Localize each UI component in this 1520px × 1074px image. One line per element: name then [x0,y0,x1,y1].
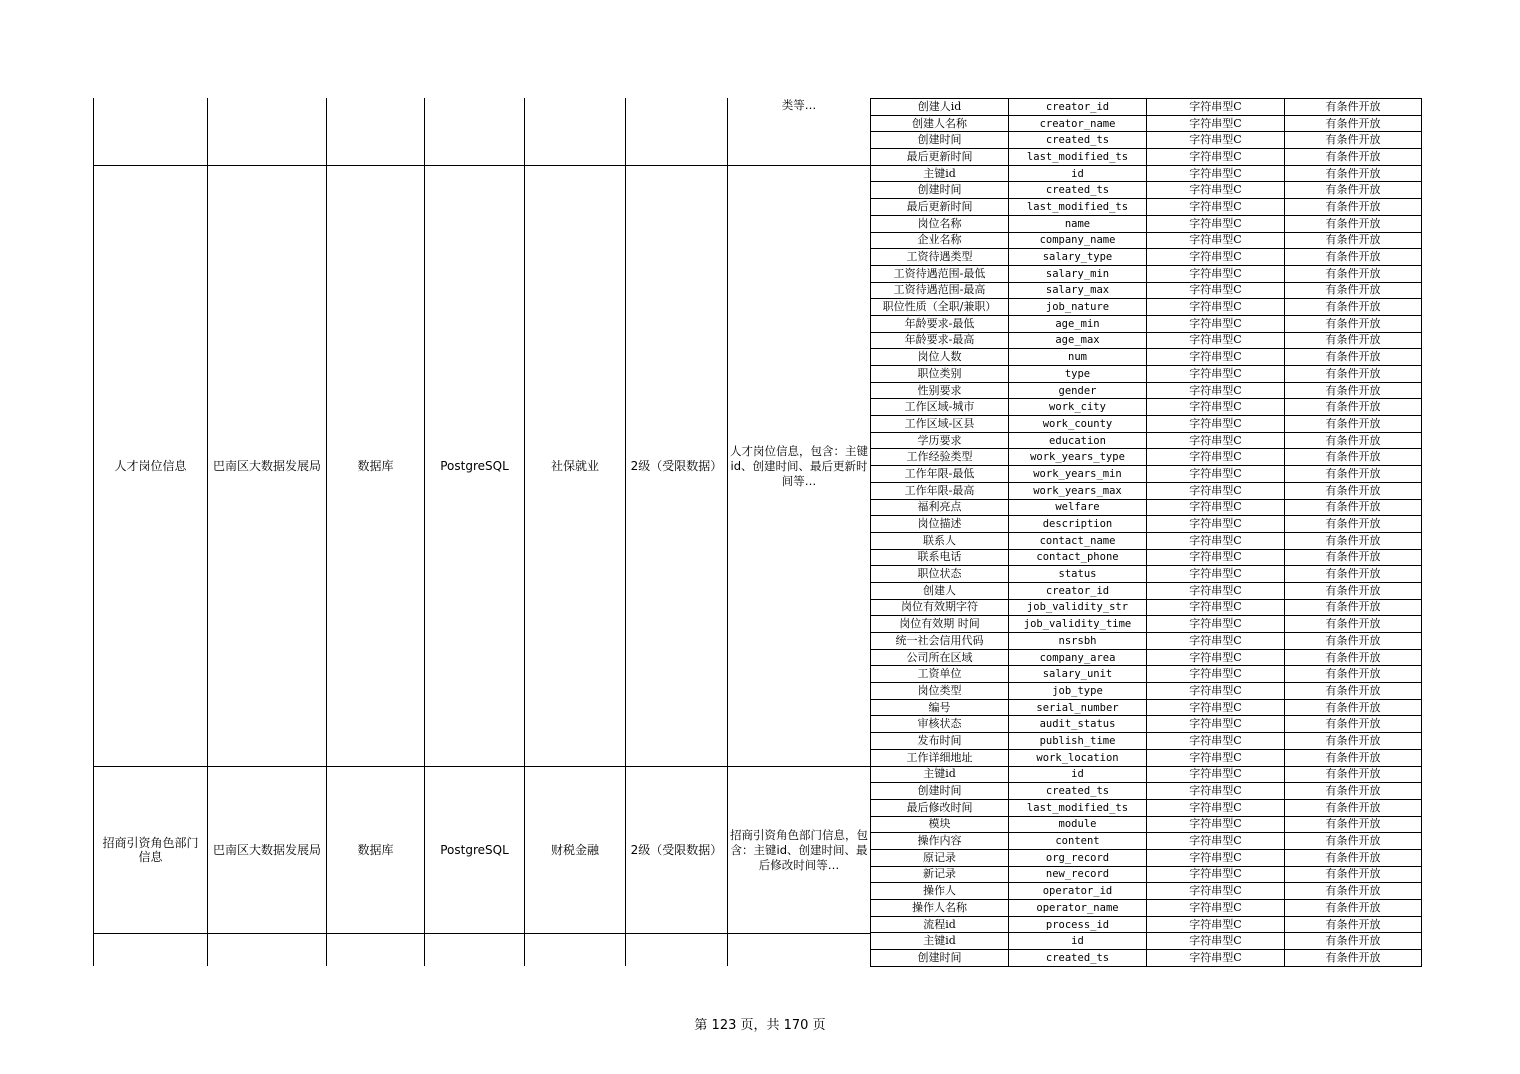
field-name-cell: 发布时间 [871,733,1009,750]
field-code-cell: id [1009,933,1147,950]
open-type-cell: 有条件开放 [1285,616,1422,633]
field-type-cell: 字符串型C [1147,382,1285,399]
open-type-cell: 有条件开放 [1285,315,1422,332]
field-type-cell: 字符串型C [1147,582,1285,599]
field-name-cell: 岗位名称 [871,215,1009,232]
open-type-cell: 有条件开放 [1285,282,1422,299]
field-name-cell: 年龄要求-最低 [871,315,1009,332]
field-code-cell: salary_max [1009,282,1147,299]
table-row [871,432,1422,449]
field-name-cell: 工作年限-最低 [871,466,1009,483]
open-type-cell: 有条件开放 [1285,749,1422,766]
field-code-cell: type [1009,366,1147,383]
field-type-cell: 字符串型C [1147,900,1285,917]
field-code-cell: job_validity_time [1009,616,1147,633]
table-row [871,950,1422,967]
field-code-cell: education [1009,432,1147,449]
field-code-cell: salary_unit [1009,666,1147,683]
field-name-cell: 操作人名称 [871,900,1009,917]
table-row [871,766,1422,783]
table-row [871,716,1422,733]
field-type-cell: 字符串型C [1147,666,1285,683]
category: 社保就业 [550,459,599,473]
field-type-cell: 字符串型C [1147,716,1285,733]
open-type-cell: 有条件开放 [1285,182,1422,199]
field-name-cell: 企业名称 [871,232,1009,249]
field-code-cell: operator_id [1009,883,1147,900]
field-type-cell: 字符串型C [1147,933,1285,950]
open-type-cell: 有条件开放 [1285,449,1422,466]
table-row [871,366,1422,383]
open-type-cell: 有条件开放 [1285,399,1422,416]
field-code-cell: name [1009,215,1147,232]
field-name-cell: 年龄要求-最高 [871,332,1009,349]
storage-type: 数据库 [357,843,394,857]
open-type-cell: 有条件开放 [1285,799,1422,816]
field-type-cell: 字符串型C [1147,499,1285,516]
field-code-cell: creator_name [1009,115,1147,132]
table-row [871,916,1422,933]
field-name-cell: 学历要求 [871,432,1009,449]
field-code-cell: created_ts [1009,783,1147,800]
open-type-cell: 有条件开放 [1285,382,1422,399]
field-type-cell: 字符串型C [1147,332,1285,349]
open-type-cell: 有条件开放 [1285,349,1422,366]
open-type-cell: 有条件开放 [1285,199,1422,216]
field-type-cell: 字符串型C [1147,566,1285,583]
field-type-cell: 字符串型C [1147,165,1285,182]
open-type-cell: 有条件开放 [1285,883,1422,900]
field-type-cell: 字符串型C [1147,866,1285,883]
open-type-cell: 有条件开放 [1285,950,1422,967]
field-type-cell: 字符串型C [1147,649,1285,666]
field-name-cell: 主键id [871,165,1009,182]
field-code-cell: org_record [1009,849,1147,866]
field-name-cell: 创建时间 [871,132,1009,149]
field-name-cell: 模块 [871,816,1009,833]
table-row [871,883,1422,900]
field-name-cell: 岗位有效期字符 [871,599,1009,616]
field-code-cell: work_years_min [1009,466,1147,483]
open-type-cell: 有条件开放 [1285,466,1422,483]
field-name-cell: 公司所在区域 [871,649,1009,666]
field-type-cell: 字符串型C [1147,449,1285,466]
open-type-cell: 有条件开放 [1285,916,1422,933]
field-code-cell: job_nature [1009,299,1147,316]
open-type-cell: 有条件开放 [1285,766,1422,783]
page-footer: 第 123 页，共 170 页 [694,1018,826,1033]
field-type-cell: 字符串型C [1147,683,1285,700]
field-code-cell: job_validity_str [1009,599,1147,616]
field-code-cell: age_min [1009,315,1147,332]
table-row [871,582,1422,599]
open-type-cell: 有条件开放 [1285,649,1422,666]
field-name-cell: 创建时间 [871,182,1009,199]
table-row [871,215,1422,232]
field-type-cell: 字符串型C [1147,532,1285,549]
table-row [871,265,1422,282]
field-code-cell: new_record [1009,866,1147,883]
field-type-cell: 字符串型C [1147,516,1285,533]
table-row [871,749,1422,766]
field-code-cell: gender [1009,382,1147,399]
field-name-cell: 新记录 [871,866,1009,883]
field-name-cell: 职位性质（全职/兼职） [871,299,1009,316]
table-row [871,816,1422,833]
field-code-cell: age_max [1009,332,1147,349]
field-type-cell: 字符串型C [1147,182,1285,199]
field-type-cell: 字符串型C [1147,132,1285,149]
security-level: 2级（受限数据） [630,843,723,857]
field-type-cell: 字符串型C [1147,299,1285,316]
table-row [871,249,1422,266]
field-type-cell: 字符串型C [1147,916,1285,933]
field-name-cell: 创建人 [871,582,1009,599]
field-name-cell: 最后更新时间 [871,149,1009,166]
field-type-cell: 字符串型C [1147,549,1285,566]
open-type-cell: 有条件开放 [1285,866,1422,883]
field-name-cell: 联系人 [871,532,1009,549]
table-row [871,299,1422,316]
open-type-cell: 有条件开放 [1285,599,1422,616]
field-name-cell: 统一社会信用代码 [871,633,1009,650]
field-type-cell: 字符串型C [1147,616,1285,633]
field-code-cell: work_years_type [1009,449,1147,466]
open-type-cell: 有条件开放 [1285,933,1422,950]
table-row [871,115,1422,132]
field-name-cell: 岗位人数 [871,349,1009,366]
field-type-cell: 字符串型C [1147,215,1285,232]
open-type-cell: 有条件开放 [1285,716,1422,733]
field-type-cell: 字符串型C [1147,749,1285,766]
field-name-cell: 工作区域-城市 [871,399,1009,416]
open-type-cell: 有条件开放 [1285,215,1422,232]
field-name-cell: 工作经验类型 [871,449,1009,466]
field-code-cell: work_years_max [1009,482,1147,499]
field-name-cell: 创建人名称 [871,115,1009,132]
table-row [871,99,1422,116]
table-row [871,733,1422,750]
field-type-cell: 字符串型C [1147,232,1285,249]
table-row [871,633,1422,650]
open-type-cell: 有条件开放 [1285,482,1422,499]
open-type-cell: 有条件开放 [1285,699,1422,716]
field-type-cell: 字符串型C [1147,482,1285,499]
open-type-cell: 有条件开放 [1285,432,1422,449]
field-name-cell: 工资待遇范围-最高 [871,282,1009,299]
field-name-cell: 最后更新时间 [871,199,1009,216]
open-type-cell: 有条件开放 [1285,499,1422,516]
field-name-cell: 岗位描述 [871,516,1009,533]
database-type: PostgreSQL [440,843,509,857]
table-row [871,182,1422,199]
field-name-cell: 职位类别 [871,366,1009,383]
field-type-cell: 字符串型C [1147,366,1285,383]
field-type-cell: 字符串型C [1147,249,1285,266]
field-type-cell: 字符串型C [1147,783,1285,800]
field-name-cell: 流程id [871,916,1009,933]
field-type-cell: 字符串型C [1147,199,1285,216]
table-row [871,416,1422,433]
field-name-cell: 创建时间 [871,783,1009,800]
field-name-cell: 最后修改时间 [871,799,1009,816]
table-row [871,232,1422,249]
field-code-cell: work_location [1009,749,1147,766]
field-name-cell: 审核状态 [871,716,1009,733]
open-type-cell: 有条件开放 [1285,833,1422,850]
table-row [871,900,1422,917]
field-code-cell: content [1009,833,1147,850]
open-type-cell: 有条件开放 [1285,549,1422,566]
table-row [871,516,1422,533]
table-row [871,399,1422,416]
field-code-cell: module [1009,816,1147,833]
field-type-cell: 字符串型C [1147,432,1285,449]
storage-type: 数据库 [357,459,394,473]
field-code-cell: status [1009,566,1147,583]
field-name-cell: 操作人 [871,883,1009,900]
table-row [871,799,1422,816]
open-type-cell: 有条件开放 [1285,132,1422,149]
field-code-cell: operator_name [1009,900,1147,917]
open-type-cell: 有条件开放 [1285,566,1422,583]
field-type-cell: 字符串型C [1147,733,1285,750]
field-code-cell: creator_id [1009,99,1147,116]
open-type-cell: 有条件开放 [1285,232,1422,249]
open-type-cell: 有条件开放 [1285,849,1422,866]
table-row [871,199,1422,216]
field-code-cell: welfare [1009,499,1147,516]
field-code-cell: num [1009,349,1147,366]
field-code-cell: id [1009,165,1147,182]
open-type-cell: 有条件开放 [1285,165,1422,182]
open-type-cell: 有条件开放 [1285,783,1422,800]
category: 财税金融 [550,843,599,857]
field-type-cell: 字符串型C [1147,399,1285,416]
field-type-cell: 字符串型C [1147,950,1285,967]
table-row [871,616,1422,633]
field-code-cell: created_ts [1009,950,1147,967]
open-type-cell: 有条件开放 [1285,532,1422,549]
field-code-cell: last_modified_ts [1009,199,1147,216]
field-name-cell: 编号 [871,699,1009,716]
field-name-cell: 原记录 [871,849,1009,866]
field-code-cell: last_modified_ts [1009,799,1147,816]
open-type-cell: 有条件开放 [1285,299,1422,316]
field-code-cell: created_ts [1009,182,1147,199]
field-code-cell: audit_status [1009,716,1147,733]
open-type-cell: 有条件开放 [1285,249,1422,266]
field-name-cell: 工作详细地址 [871,749,1009,766]
field-type-cell: 字符串型C [1147,115,1285,132]
table-row [871,849,1422,866]
field-code-cell: id [1009,766,1147,783]
field-name-cell: 创建人id [871,99,1009,116]
table-row [871,783,1422,800]
field-type-cell: 字符串型C [1147,699,1285,716]
resource-description: 招商引资角色部门信息，包含：主键id、创建时间、最后修改时间等… [730,827,868,872]
table-row [871,349,1422,366]
field-name-cell: 操作内容 [871,833,1009,850]
table-row [871,165,1422,182]
field-code-cell: work_county [1009,416,1147,433]
field-type-cell: 字符串型C [1147,265,1285,282]
field-code-cell: contact_name [1009,532,1147,549]
field-code-cell: job_type [1009,683,1147,700]
table-row [871,666,1422,683]
field-name-cell: 岗位有效期 时间 [871,616,1009,633]
table-row [871,699,1422,716]
field-type-cell: 字符串型C [1147,466,1285,483]
table-row [871,933,1422,950]
security-level: 2级（受限数据） [630,459,723,473]
field-type-cell: 字符串型C [1147,849,1285,866]
field-name-cell: 工资单位 [871,666,1009,683]
table-row [871,599,1422,616]
field-code-cell: publish_time [1009,733,1147,750]
department: 巴南区大数据发展局 [212,459,321,473]
field-code-cell: creator_id [1009,582,1147,599]
field-type-cell: 字符串型C [1147,816,1285,833]
group-separator [93,933,870,934]
field-type-cell: 字符串型C [1147,315,1285,332]
table-row [871,132,1422,149]
field-name-cell: 联系电话 [871,549,1009,566]
resource-name: 人才岗位信息 [114,459,187,473]
field-type-cell: 字符串型C [1147,99,1285,116]
field-type-cell: 字符串型C [1147,633,1285,650]
table-row [871,833,1422,850]
field-type-cell: 字符串型C [1147,599,1285,616]
field-code-cell: last_modified_ts [1009,149,1147,166]
field-name-cell: 工资待遇类型 [871,249,1009,266]
open-type-cell: 有条件开放 [1285,683,1422,700]
database-type: PostgreSQL [440,459,509,473]
table-row [871,149,1422,166]
field-name-cell: 创建时间 [871,950,1009,967]
open-type-cell: 有条件开放 [1285,666,1422,683]
table-row [871,566,1422,583]
field-code-cell: work_city [1009,399,1147,416]
field-type-cell: 字符串型C [1147,883,1285,900]
field-code-cell: process_id [1009,916,1147,933]
table-row [871,499,1422,516]
field-name-cell: 工资待遇范围-最低 [871,265,1009,282]
table-row [871,315,1422,332]
field-code-cell: salary_min [1009,265,1147,282]
table-row [871,532,1422,549]
open-type-cell: 有条件开放 [1285,416,1422,433]
field-name-cell: 工作年限-最高 [871,482,1009,499]
field-code-cell: description [1009,516,1147,533]
table-row [871,449,1422,466]
field-code-cell: salary_type [1009,249,1147,266]
field-code-cell: serial_number [1009,699,1147,716]
open-type-cell: 有条件开放 [1285,516,1422,533]
open-type-cell: 有条件开放 [1285,99,1422,116]
field-type-cell: 字符串型C [1147,766,1285,783]
open-type-cell: 有条件开放 [1285,733,1422,750]
open-type-cell: 有条件开放 [1285,582,1422,599]
table-row [871,466,1422,483]
field-table [870,98,1422,967]
open-type-cell: 有条件开放 [1285,265,1422,282]
table-row [871,683,1422,700]
table-row [871,282,1422,299]
field-name-cell: 性别要求 [871,382,1009,399]
resource-name: 招商引资角色部门信息 [102,836,199,864]
field-type-cell: 字符串型C [1147,149,1285,166]
field-type-cell: 字符串型C [1147,282,1285,299]
field-name-cell: 职位状态 [871,566,1009,583]
field-name-cell: 主键id [871,766,1009,783]
open-type-cell: 有条件开放 [1285,633,1422,650]
open-type-cell: 有条件开放 [1285,816,1422,833]
field-code-cell: created_ts [1009,132,1147,149]
field-code-cell: company_name [1009,232,1147,249]
field-name-cell: 主键id [871,933,1009,950]
open-type-cell: 有条件开放 [1285,900,1422,917]
resource-description: 人才岗位信息，包含：主键id、创建时间、最后更新时间等… [730,443,868,488]
continuation-description: 类等… [781,98,817,112]
field-type-cell: 字符串型C [1147,833,1285,850]
open-type-cell: 有条件开放 [1285,366,1422,383]
table-row [871,382,1422,399]
field-type-cell: 字符串型C [1147,349,1285,366]
open-type-cell: 有条件开放 [1285,115,1422,132]
open-type-cell: 有条件开放 [1285,332,1422,349]
table-row [871,332,1422,349]
field-code-cell: contact_phone [1009,549,1147,566]
field-name-cell: 岗位类型 [871,683,1009,700]
table-row [871,649,1422,666]
field-code-cell: nsrsbh [1009,633,1147,650]
field-name-cell: 工作区域-区县 [871,416,1009,433]
field-type-cell: 字符串型C [1147,416,1285,433]
table-row [871,482,1422,499]
field-type-cell: 字符串型C [1147,799,1285,816]
field-code-cell: company_area [1009,649,1147,666]
table-row [871,549,1422,566]
table-row [871,866,1422,883]
department: 巴南区大数据发展局 [212,843,321,857]
open-type-cell: 有条件开放 [1285,149,1422,166]
field-name-cell: 福利亮点 [871,499,1009,516]
